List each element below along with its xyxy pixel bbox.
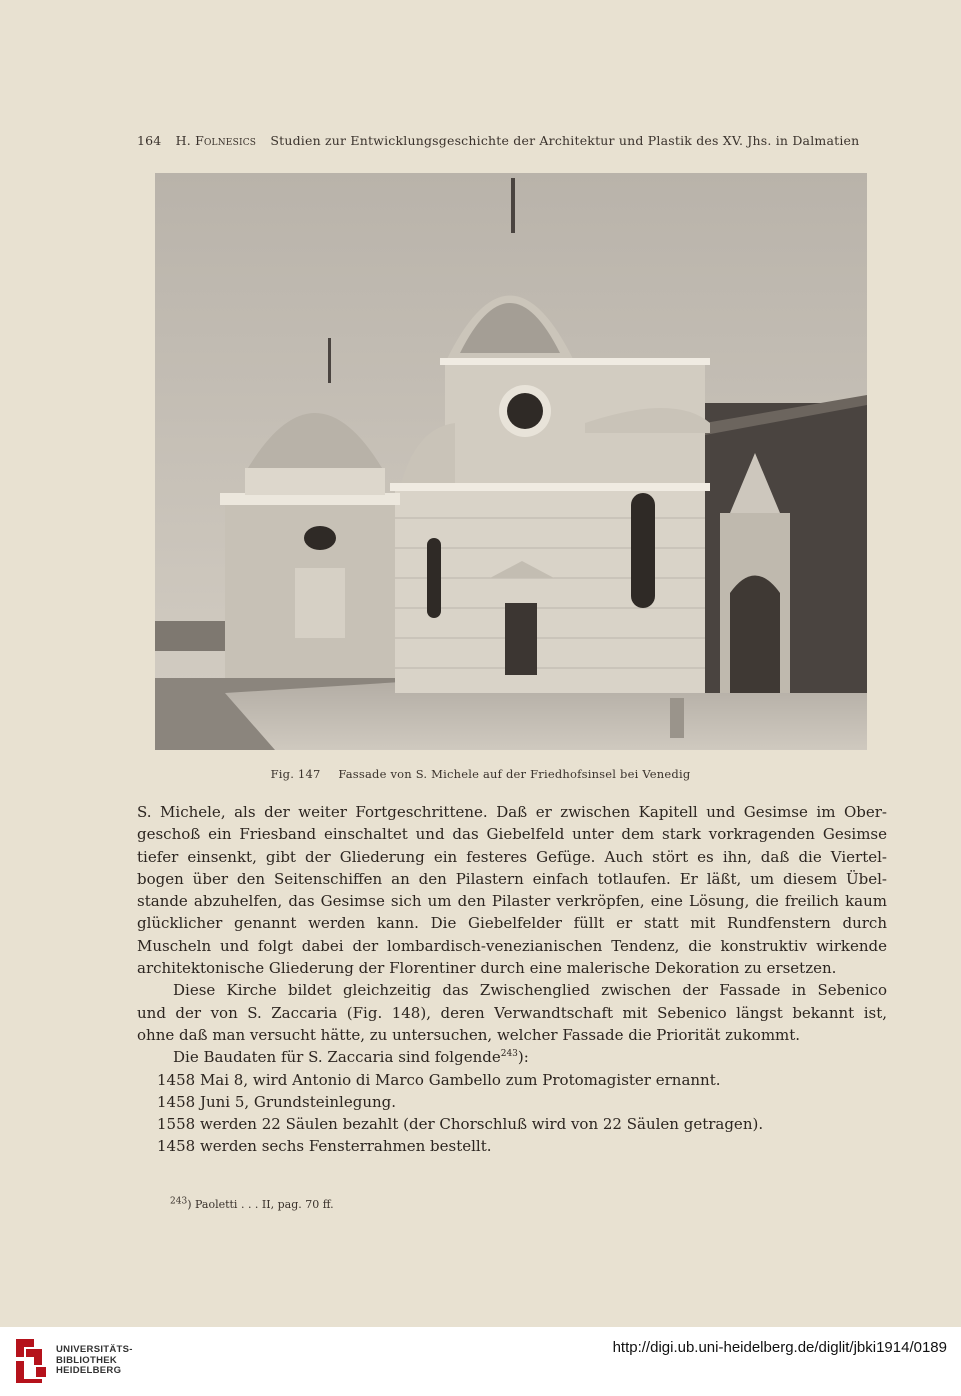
footnote-text: ) Paoletti . . . II, pag. 70 ff. bbox=[187, 1198, 334, 1211]
church-facade-illustration bbox=[155, 173, 867, 750]
figure-photograph bbox=[155, 173, 867, 750]
figure-caption-text: Fassade von S. Michele auf der Friedhofsinsel bei Venedig bbox=[338, 767, 691, 781]
list-item: 1458 Juni 5, Grundsteinlegung. bbox=[157, 1092, 397, 1111]
paragraph-1 bbox=[137, 801, 887, 979]
text-line: und der von S. Zaccaria (Fig. 148), deren Verwandtschaft mit Sebenico längst bekannt ist, bbox=[137, 1003, 887, 1022]
body-text bbox=[137, 801, 887, 1158]
viewer-footer bbox=[0, 1327, 961, 1396]
text-line: ohne daß man versucht hätte, zu untersuchen, welcher Fassade die Priorität zukommt. bbox=[137, 1025, 801, 1044]
text-line: Diese Kirche bildet gleichzeitig das Zwischenglied zwischen der Fassade in Sebenico bbox=[173, 981, 887, 1000]
university-library-logo-icon[interactable] bbox=[12, 1335, 52, 1387]
paragraph-2 bbox=[137, 979, 887, 1046]
figure-number: Fig. 147 bbox=[270, 767, 321, 781]
list-item: 1558 werden 22 Säulen bezahlt (der Chorschluß wird von 22 Säulen getragen). bbox=[157, 1115, 764, 1134]
text-line: tiefer einsenkt, gibt der Gliederung ein festeres Gefüge. Auch stört es ihn, daß die Viertel- bbox=[137, 847, 887, 866]
header-author: H. Folnesics bbox=[175, 133, 257, 148]
library-name bbox=[56, 1345, 133, 1377]
text-line: glücklicher genannt werden kann. Die Giebelfelder füllt er statt mit Rundfenstern durch bbox=[137, 914, 887, 933]
text-line: Muscheln und folgt dabei der lombardisch-venezianischen Tendenz, die konstruktiv wirkende bbox=[137, 936, 887, 955]
text-line: geschoß ein Friesband einschaltet und das Giebelfeld unter dem stark vorkragenden Gesimse bbox=[137, 825, 887, 844]
running-header bbox=[137, 133, 860, 148]
dates-intro-end: ): bbox=[517, 1048, 529, 1067]
library-line-1: UNIVERSITÄTS- bbox=[56, 1344, 133, 1355]
permalink-url[interactable]: http://digi.ub.uni-heidelberg.de/diglit/jbki1914/0189 bbox=[612, 1339, 947, 1356]
dates-list bbox=[137, 1069, 887, 1158]
footnote-ref[interactable]: 243 bbox=[500, 1049, 518, 1060]
library-line-2: BIBLIOTHEK bbox=[56, 1354, 118, 1366]
footnote-number: 243 bbox=[170, 1196, 188, 1207]
dates-intro-text: Die Baudaten für S. Zaccaria sind folgende bbox=[173, 1048, 501, 1067]
dates-intro bbox=[137, 1046, 887, 1068]
page-number: 164 bbox=[137, 133, 162, 148]
figure-caption bbox=[0, 767, 961, 781]
text-line: bogen über den Seitenschiffen an den Pilastern einfach totlaufen. Er läßt, um diesem Übel- bbox=[137, 869, 887, 888]
header-title: Studien zur Entwicklungsgeschichte der Architektur und Plastik des XV. Jhs. in Dalmatien bbox=[270, 133, 860, 148]
library-line-3: HEIDELBERG bbox=[56, 1365, 122, 1376]
list-item: 1458 werden sechs Fensterrahmen bestellt. bbox=[157, 1137, 492, 1156]
text-line: S. Michele, als der weiter Fortgeschrittene. Daß er zwischen Kapitell und Gesimse im Ober- bbox=[137, 803, 887, 821]
footnote bbox=[170, 1198, 334, 1211]
text-line: stande abzuhelfen, das Gesimse sich um den Pilaster verkröpfen, eine Lösung, die freilich kaum bbox=[137, 892, 887, 911]
text-line: architektonische Gliederung der Florentiner durch eine malerische Dekoration zu ersetzen. bbox=[137, 959, 837, 978]
list-item: 1458 Mai 8, wird Antonio di Marco Gambello zum Protomagister ernannt. bbox=[157, 1070, 721, 1089]
